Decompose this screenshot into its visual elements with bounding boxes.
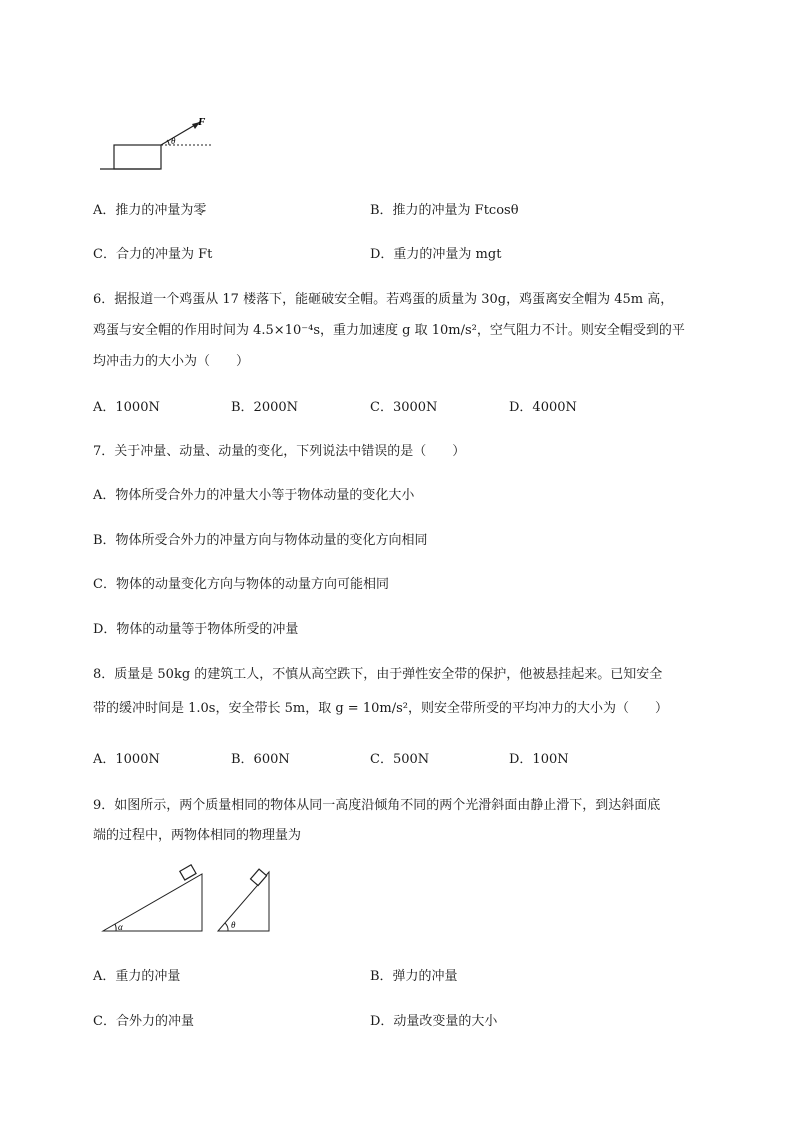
q6-stem-line-1: 6．据报道一个鸡蛋从 17 楼落下，能砸破安全帽。若鸡蛋的质量为 30g，鸡蛋离安全帽为 45m 高， xyxy=(93,292,674,307)
block-alpha xyxy=(180,865,196,880)
q6-option-d: D．4000N xyxy=(509,400,577,415)
incline-diagram xyxy=(100,864,280,934)
q9-option-b: B．弹力的冲量 xyxy=(370,969,458,984)
alpha-label: α xyxy=(118,922,123,932)
q5-option-a: A．推力的冲量为零 xyxy=(93,203,207,218)
q6-stem-line-2: 鸡蛋与安全帽的作用时间为 4.5×10⁻⁴s，重力加速度 g 取 10m/s²，空气阻力不计。则安全帽受到的平 xyxy=(93,323,685,338)
angle-arc-theta xyxy=(225,923,228,931)
q8-option-b: B．600N xyxy=(231,752,290,767)
q8-option-d: D．100N xyxy=(509,752,569,767)
q5-option-b: B．推力的冲量为 Ftcosθ xyxy=(370,203,519,218)
theta-label: θ xyxy=(231,920,236,930)
angle-label: θ xyxy=(171,136,176,146)
q6-option-b: B．2000N xyxy=(231,400,299,415)
q9-option-d: D．动量改变量的大小 xyxy=(370,1014,498,1029)
q8-stem-line-2: 带的缓冲时间是 1.0s，安全带长 5m，取 g = 10m/s²，则安全带所受的平均冲力的大小为（ ） xyxy=(93,701,668,716)
q8-option-c: C．500N xyxy=(370,752,430,767)
q8-option-a: A．1000N xyxy=(93,752,160,767)
q9-option-c: C．合外力的冲量 xyxy=(93,1014,194,1029)
block-theta xyxy=(251,869,267,885)
q6-option-c: C．3000N xyxy=(370,400,438,415)
q8-stem-line-1: 8．质量是 50kg 的建筑工人，不慎从高空跌下，由于弹性安全带的保护，他被悬挂起来。已知安全 xyxy=(93,667,663,682)
q7-option-b: B．物体所受合外力的冲量方向与物体动量的变化方向相同 xyxy=(93,533,428,548)
q7-option-c: C．物体的动量变化方向与物体的动量方向可能相同 xyxy=(93,577,389,592)
force-diagram xyxy=(95,114,225,174)
q5-option-d: D．重力的冲量为 mgt xyxy=(370,247,502,262)
q6-option-a: A．1000N xyxy=(93,400,160,415)
q7-option-a: A．物体所受合外力的冲量大小等于物体动量的变化大小 xyxy=(93,488,415,503)
force-label: F xyxy=(198,116,206,128)
angle-arc-alpha xyxy=(115,924,116,931)
q5-option-c: C．合力的冲量为 Ft xyxy=(93,247,213,262)
q9-option-a: A．重力的冲量 xyxy=(93,969,181,984)
q7-stem: 7．关于冲量、动量、动量的变化，下列说法中错误的是（ ） xyxy=(93,444,466,459)
block xyxy=(114,145,161,169)
q9-stem-line-1: 9．如图所示，两个质量相同的物体从同一高度沿倾角不同的两个光滑斜面由静止滑下，到达斜面底 xyxy=(93,798,661,813)
q6-stem-line-3: 均冲击力的大小为（ ） xyxy=(93,354,250,369)
q7-option-d: D．物体的动量等于物体所受的冲量 xyxy=(93,622,299,637)
q9-stem-line-2: 端的过程中，两物体相同的物理量为 xyxy=(93,828,302,843)
